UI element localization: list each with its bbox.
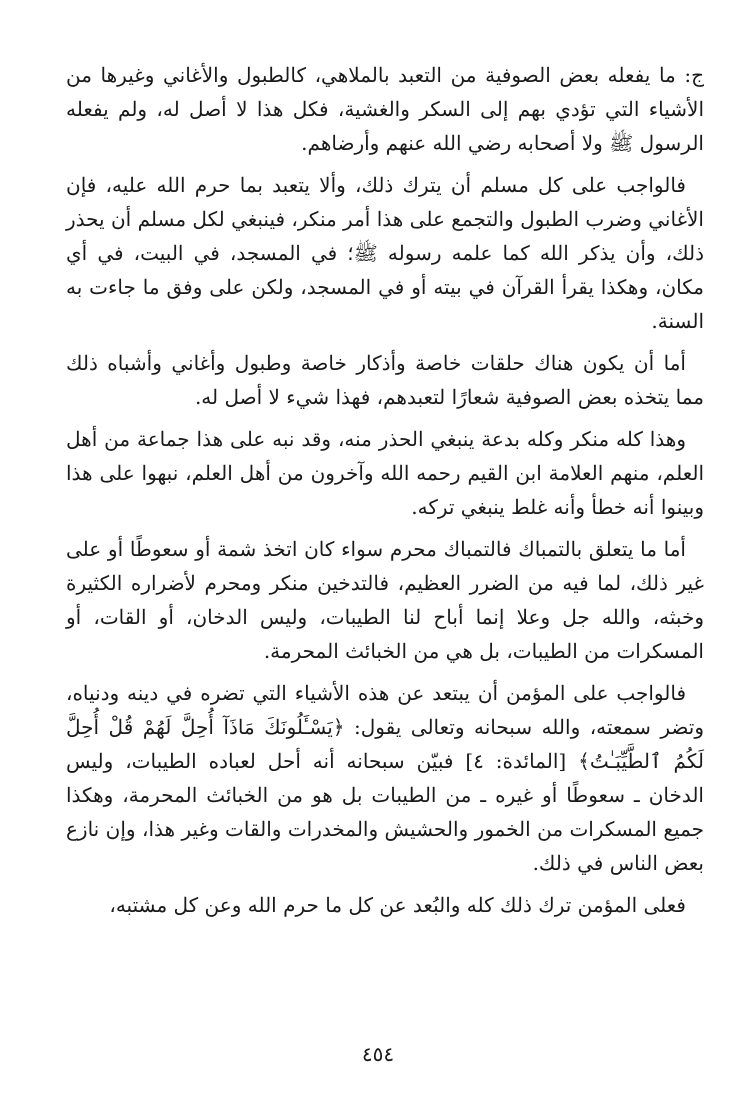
text-paragraph: فالواجب على كل مسلم أن يترك ذلك، وألا يتعبد بما حرم الله عليه، فإن الأغاني وضرب الطبول والتجمع على هذا أمر منكر، فينبغي لكل مسلم أن يحذر ذلك، وأن يذكر الله كما علمه رسوله ﷺ؛ في المسجد، في البيت، في أي مكان، وهكذا يقرأ القرآن في بيته أو في المسجد، ولكن على وفق ما جاءت به السنة. [65, 173, 704, 333]
page-number: ٤٥٤ [361, 1042, 395, 1066]
page-body [66, 58, 704, 930]
text-paragraph: فعلى المؤمن ترك ذلك كله والبُعد عن كل ما حرم الله وعن كل مشتبه، [109, 893, 686, 917]
text-paragraph: فالواجب على المؤمن أن يبتعد عن هذه الأشياء التي تضره في دينه ودنياه، وتضر سمعته، والله سبحانه وتعالى يقول: ﴿يَسْـَٔلُونَكَ مَاذَآ أُحِلَّ لَهُمْ قُلْ أُحِلَّ لَكُمُ ٱلطَّيِّبَـٰتُ﴾ [المائدة: ٤] فبيّن سبحانه أنه أحل لعباده الطيبات، وليس الدخان ـ سعوطًا أو غيره ـ من الطيبات بل هو من الخبائث المحرمة، وهكذا جميع المسكرات من الخمور والحشيش والمخدرات والقات وغير هذا، وإن نازع بعض الناس في ذلك. [66, 681, 704, 875]
text-paragraph: أما ما يتعلق بالتمباك فالتمباك محرم سواء كان اتخذ شمة أو سعوطًا أو على غير ذلك، لما فيه من الضرر العظيم، فالتدخين منكر ومحرم لأضراره الكثيرة وخبثه، والله جل وعلا إنما أباح لنا الطيبات، وليس الدخان، أو القات، أو المسكرات من الطيبات، بل هي من الخبائث المحرمة. [66, 537, 704, 663]
answer-paragraph: ج: ما يفعله بعض الصوفية من التعبد بالملاهي، كالطبول والأغاني وغيرها من الأشياء التي تؤدي بهم إلى السكر والغشية، فكل هذا لا أصل له، ولم يفعله الرسول ﷺ ولا أصحابه رضي الله عنهم وأرضاهم. [66, 63, 704, 155]
text-paragraph: وهذا كله منكر وكله بدعة ينبغي الحذر منه، وقد نبه على هذا جماعة من أهل العلم، منهم العلامة ابن القيم رحمه الله وآخرون من أهل العلم، نبهوا على هذا وبينوا أنه خطأ وأنه غلط ينبغي تركه. [66, 427, 704, 519]
text-paragraph: أما أن يكون هناك حلقات خاصة وأذكار خاصة وطبول وأغاني وأشباه ذلك مما يتخذه بعض الصوفية شعارًا لتعبدهم، فهذا شيء لا أصل له. [66, 351, 704, 409]
